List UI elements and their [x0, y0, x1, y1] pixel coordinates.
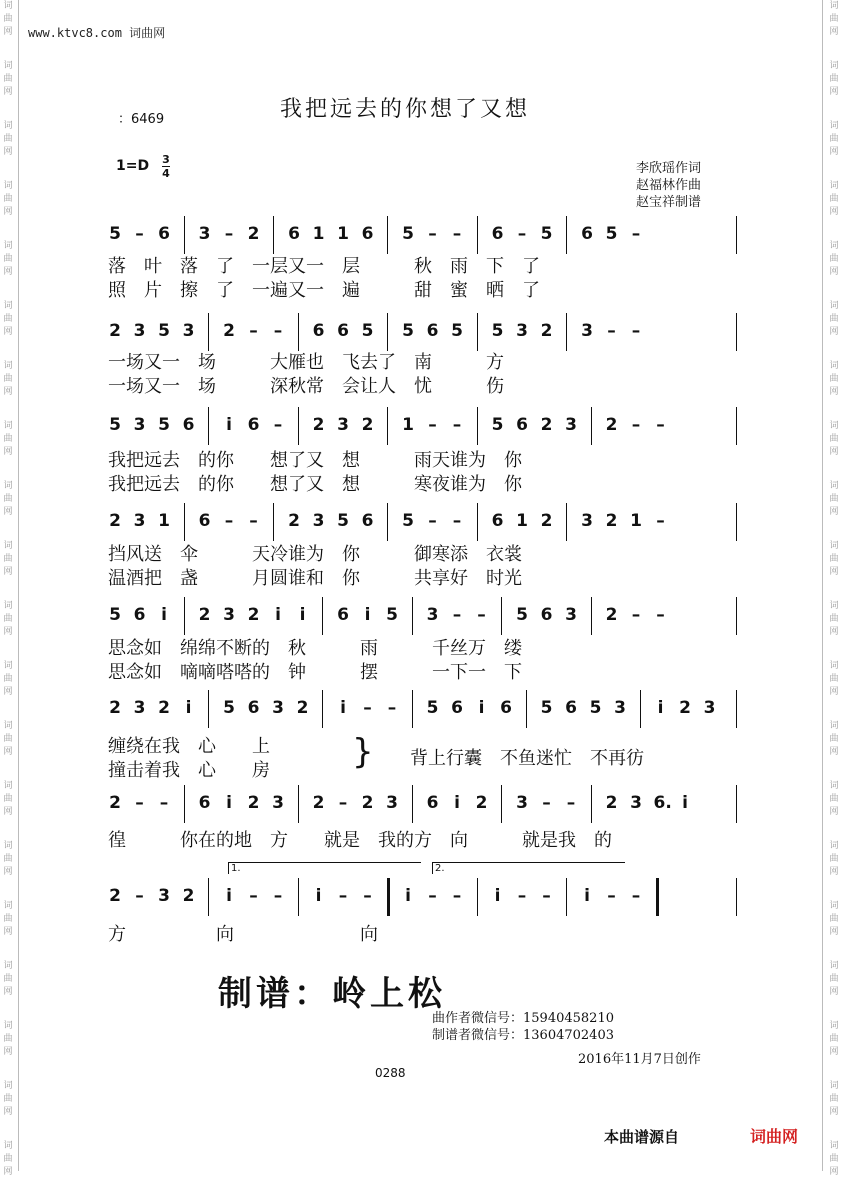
watermark-glyph-group: 词 曲 网	[829, 181, 839, 217]
note: –	[159, 793, 169, 813]
note: 3	[272, 793, 284, 813]
bar-line	[591, 407, 592, 445]
bar-line	[322, 597, 323, 635]
composer: 赵福林作曲	[636, 178, 702, 193]
watermark-glyph-group: 词 曲 网	[3, 121, 13, 157]
note-row	[100, 503, 745, 543]
bar-line	[477, 878, 478, 916]
note: –	[631, 224, 641, 244]
note-row	[100, 863, 745, 918]
note: 5	[337, 511, 349, 531]
note: 3	[223, 605, 235, 625]
bar-line	[298, 878, 299, 916]
note: –	[452, 511, 462, 531]
note: i	[478, 698, 485, 718]
watermark-glyph-group: 词 曲 网	[3, 421, 13, 457]
bar-line	[184, 597, 185, 635]
note: 3	[133, 321, 146, 341]
note: 3	[516, 793, 528, 813]
wechat-info	[432, 1010, 614, 1044]
bar-line	[736, 690, 737, 728]
note: –	[566, 793, 576, 813]
bar-line	[387, 407, 388, 445]
volta-bracket: 2.	[432, 862, 625, 874]
note: –	[428, 511, 437, 531]
note: 5	[540, 698, 553, 718]
note: –	[338, 793, 348, 813]
note: 3	[312, 511, 325, 531]
note: 2	[198, 605, 211, 625]
note: 6	[491, 511, 504, 531]
bar-line	[412, 597, 413, 635]
note: i	[185, 698, 192, 718]
note: 5	[516, 605, 528, 625]
transcriber: 赵宝祥制谱	[636, 195, 702, 210]
note: 6	[337, 321, 349, 341]
note: 2	[247, 605, 260, 625]
note: 5	[589, 698, 602, 718]
note: –	[273, 321, 283, 341]
note-row	[100, 785, 745, 825]
watermark-glyph-group: 词 曲 网	[3, 1081, 13, 1117]
note: –	[631, 886, 641, 906]
note: 6	[337, 605, 349, 625]
note: 2	[223, 321, 235, 341]
note: 6	[516, 415, 528, 435]
lyric-line: 我把远去 的你 想了又 想 雨天谁为 你	[108, 450, 522, 471]
bar-line	[566, 313, 567, 351]
note: 5	[223, 698, 235, 718]
note: 6	[182, 415, 195, 435]
watermark-glyph-group: 词 曲 网	[3, 181, 13, 217]
left-watermark-column	[0, 0, 16, 1177]
watermark-glyph-group: 词 曲 网	[3, 1021, 13, 1057]
note: 2	[361, 793, 374, 813]
bar-line	[298, 407, 299, 445]
time-signature	[162, 154, 170, 179]
lyric-line: 落 叶 落 了 一层又一 层 秋 雨 下 了	[108, 256, 540, 277]
note: i	[226, 415, 232, 435]
note: 6	[451, 698, 463, 718]
watermark-glyph-group: 词 曲 网	[3, 901, 13, 937]
left-border	[18, 0, 19, 1171]
watermark-glyph-group: 词 曲 网	[3, 661, 13, 697]
watermark-glyph-group: 词 曲 网	[829, 361, 839, 397]
note: 3	[182, 321, 195, 341]
bar-line	[736, 216, 737, 254]
bar-line	[640, 690, 641, 728]
note: –	[428, 886, 437, 906]
watermark-glyph-group: 词 曲 网	[3, 781, 13, 817]
note: i	[657, 698, 664, 718]
note: 3	[614, 698, 626, 718]
note: 5	[491, 321, 504, 341]
note: 1	[158, 511, 170, 531]
note: 3	[581, 511, 593, 531]
note: 2	[605, 415, 618, 435]
bar-line	[208, 878, 209, 916]
bar-line	[208, 313, 209, 351]
note: –	[542, 886, 551, 906]
right-watermark-column	[826, 0, 842, 1177]
note: i	[226, 886, 232, 906]
note: i	[315, 886, 322, 906]
note: 6	[540, 605, 553, 625]
note: –	[428, 224, 437, 244]
note: –	[135, 886, 144, 906]
note: 5	[491, 415, 504, 435]
note: i	[454, 793, 460, 813]
note: 3	[386, 793, 398, 813]
note: 2	[361, 415, 374, 435]
note: –	[452, 605, 462, 625]
note: 2	[296, 698, 309, 718]
note: 1	[312, 224, 325, 244]
note: –	[607, 321, 616, 341]
bar-line	[566, 503, 567, 541]
lyric-line: 挡风送 伞 天冷谁为 你 御寒添 衣裳	[108, 544, 522, 565]
bar-line	[387, 503, 388, 541]
watermark-glyph-group: 词 曲 网	[3, 1141, 13, 1177]
note: 2	[247, 224, 260, 244]
bar-line	[273, 216, 274, 254]
bar-line	[184, 785, 185, 823]
bar-line	[736, 407, 737, 445]
watermark-glyph-group: 词 曲 网	[829, 1, 839, 37]
watermark-glyph-group: 词 曲 网	[829, 841, 839, 877]
note: 5	[402, 224, 414, 244]
note: 5	[109, 224, 121, 244]
note: 6	[312, 321, 325, 341]
note: 3	[158, 886, 170, 906]
note: 3	[337, 415, 349, 435]
bar-line	[298, 785, 299, 823]
bar-line	[736, 503, 737, 541]
note: –	[656, 415, 665, 435]
note: 2	[182, 886, 195, 906]
page-number: 0288	[375, 1066, 406, 1080]
note: –	[363, 886, 372, 906]
transcriber-wechat: 制谱者微信号：13604702403	[432, 1028, 614, 1043]
right-border	[822, 0, 823, 1171]
note: –	[656, 511, 665, 531]
lyric-line: 缠绕在我 心 上	[108, 736, 270, 757]
shared-lyric-line: 背上行囊 不鱼迷忙 不再彷	[410, 748, 644, 769]
bar-line	[477, 216, 478, 254]
note: 3	[565, 605, 577, 625]
note: i	[494, 886, 501, 906]
note: –	[273, 886, 283, 906]
note: 1	[630, 511, 642, 531]
note: 1	[402, 415, 414, 435]
note: 6	[500, 698, 512, 718]
note: 2	[288, 511, 300, 531]
note-row	[100, 597, 745, 637]
bar-line	[501, 597, 502, 635]
bar-line	[736, 313, 737, 351]
note: 6	[247, 698, 260, 718]
note: 3	[272, 698, 284, 718]
lyric-line: 我把远去 的你 想了又 想 寒夜谁为 你	[108, 474, 522, 495]
note: –	[249, 886, 258, 906]
watermark-glyph-group: 词 曲 网	[3, 721, 13, 757]
transcriber-signature: 制谱：岭上松	[218, 974, 446, 1014]
bar-line	[477, 313, 478, 351]
note: i	[275, 605, 281, 625]
note: 2	[312, 415, 325, 435]
note: 6	[247, 415, 260, 435]
lyric-line: 一场又一 场 深秋常 会让人 忧 伤	[108, 376, 504, 397]
source-brand-link[interactable]: 词曲网	[750, 1127, 799, 1146]
note: 6.	[653, 793, 672, 813]
bar-line	[387, 216, 388, 254]
watermark-glyph-group: 词 曲 网	[829, 1081, 839, 1117]
lyric-line: 徨 你在的地 方 就是 我的方 向 就是我 的	[108, 830, 612, 851]
note: –	[452, 415, 462, 435]
note: –	[452, 224, 462, 244]
note: 3	[133, 415, 146, 435]
note: 2	[247, 793, 260, 813]
note: i	[405, 886, 411, 906]
note: –	[224, 511, 234, 531]
meter-top: 3	[162, 153, 170, 166]
note: 5	[386, 605, 398, 625]
watermark-glyph-group: 词 曲 网	[3, 841, 13, 877]
watermark-glyph-group: 词 曲 网	[829, 241, 839, 277]
note: 6	[491, 224, 504, 244]
note: 6	[581, 224, 593, 244]
note: 2	[109, 511, 121, 531]
note: 3	[133, 511, 146, 531]
lyric-brace: }	[352, 732, 374, 772]
watermark-glyph-group: 词 曲 网	[3, 601, 13, 637]
note: 2	[475, 793, 488, 813]
lyric-line: 撞击着我 心 房	[108, 760, 270, 781]
note: 2	[312, 793, 325, 813]
lyricist: 李欣瑶作词	[636, 161, 702, 176]
note: –	[387, 698, 397, 718]
bar-line	[273, 503, 274, 541]
meter-bottom: 4	[162, 167, 170, 180]
note: 2	[109, 793, 121, 813]
watermark-glyph-group: 词 曲 网	[829, 781, 839, 817]
song-code: ：6469	[118, 112, 165, 127]
bar-line	[566, 216, 567, 254]
watermark-glyph-group: 词 曲 网	[829, 481, 839, 517]
note: i	[161, 605, 167, 625]
watermark-glyph-group: 词 曲 网	[829, 961, 839, 997]
bar-line	[387, 878, 390, 916]
note: 6	[198, 793, 211, 813]
note: 1	[337, 224, 349, 244]
key-signature: 1=D	[116, 158, 150, 174]
note: 1	[516, 511, 528, 531]
credits	[636, 160, 701, 211]
note: 6	[158, 224, 170, 244]
lyric-line: 思念如 嘀嘀嗒嗒的 钟 摆 一下一 下	[108, 662, 522, 683]
note: –	[428, 415, 437, 435]
note: i	[340, 698, 346, 718]
note: 5	[109, 605, 121, 625]
note: i	[226, 793, 232, 813]
note: –	[363, 698, 372, 718]
lyric-line: 照 片 擦 了 一遍又一 遍 甜 蜜 晒 了	[108, 280, 540, 301]
note: –	[249, 511, 258, 531]
bar-line	[501, 785, 502, 823]
note: 3	[198, 224, 211, 244]
note: 5	[158, 415, 170, 435]
site-watermark[interactable]: www.ktvc8.com 词曲网	[28, 26, 166, 40]
note: –	[631, 415, 641, 435]
watermark-glyph-group: 词 曲 网	[3, 361, 13, 397]
bar-line	[184, 216, 185, 254]
note-row	[100, 313, 745, 353]
note: 2	[109, 886, 121, 906]
watermark-glyph-group: 词 曲 网	[829, 301, 839, 337]
bar-line	[477, 407, 478, 445]
note: 6	[565, 698, 577, 718]
bar-line	[298, 313, 299, 351]
bar-line	[412, 785, 413, 823]
bar-line	[566, 878, 567, 916]
volta-bracket: 1.	[228, 862, 421, 874]
note: 2	[158, 698, 170, 718]
note: 2	[109, 698, 121, 718]
note: 3	[581, 321, 593, 341]
note: i	[364, 605, 371, 625]
note: 6	[198, 511, 211, 531]
note: 3	[703, 698, 716, 718]
note: –	[273, 415, 283, 435]
note: –	[224, 224, 234, 244]
note: 6	[133, 605, 146, 625]
note: 2	[540, 511, 553, 531]
note: 5	[426, 698, 439, 718]
note: –	[249, 321, 258, 341]
bar-line	[387, 313, 388, 351]
watermark-glyph-group: 词 曲 网	[829, 541, 839, 577]
bar-line	[591, 597, 592, 635]
note: 6	[288, 224, 300, 244]
source-label: 本曲谱源自	[604, 1128, 680, 1146]
note: 6	[361, 511, 374, 531]
note: –	[607, 886, 616, 906]
lyric-line: 方 向 向	[108, 924, 378, 945]
watermark-glyph-group: 词 曲 网	[3, 61, 13, 97]
watermark-glyph-group: 词 曲 网	[3, 301, 13, 337]
note: 2	[605, 511, 618, 531]
watermark-glyph-group: 词 曲 网	[829, 421, 839, 457]
note: 2	[540, 321, 553, 341]
watermark-glyph-group: 词 曲 网	[829, 1021, 839, 1057]
bar-line	[412, 690, 413, 728]
note: –	[631, 605, 641, 625]
note: 5	[361, 321, 374, 341]
note: 5	[402, 511, 414, 531]
note: –	[135, 793, 144, 813]
watermark-glyph-group: 词 曲 网	[829, 601, 839, 637]
lyric-line: 思念如 绵绵不断的 秋 雨 千丝万 缕	[108, 638, 522, 659]
composer-wechat: 曲作者微信号：15940458210	[432, 1011, 614, 1026]
lyric-line: 温酒把 盏 月圆谁和 你 共享好 时光	[108, 568, 522, 589]
note: –	[631, 321, 641, 341]
note-row	[100, 407, 745, 447]
note: i	[299, 605, 306, 625]
note: 3	[565, 415, 577, 435]
note: 6	[426, 793, 439, 813]
bar-line	[656, 878, 659, 916]
note: 3	[516, 321, 528, 341]
bar-line	[184, 503, 185, 541]
note: –	[517, 224, 527, 244]
note-row	[100, 216, 745, 256]
bar-line	[208, 690, 209, 728]
note: 5	[451, 321, 463, 341]
note: 5	[109, 415, 121, 435]
bar-line	[736, 878, 737, 916]
note: 5	[540, 224, 553, 244]
watermark-glyph-group: 词 曲 网	[829, 121, 839, 157]
note: 5	[158, 321, 170, 341]
watermark-glyph-group: 词 曲 网	[829, 901, 839, 937]
bar-line	[526, 690, 527, 728]
note: 6	[426, 321, 439, 341]
watermark-glyph-group: 词 曲 网	[3, 541, 13, 577]
watermark-glyph-group: 词 曲 网	[3, 961, 13, 997]
watermark-glyph-group: 词 曲 网	[829, 721, 839, 757]
note: –	[656, 605, 665, 625]
watermark-glyph-group: 词 曲 网	[3, 481, 13, 517]
song-title: 我把远去的你想了又想	[280, 97, 531, 122]
note: 5	[402, 321, 414, 341]
note: –	[135, 224, 144, 244]
note: 3	[630, 793, 642, 813]
note: –	[542, 793, 551, 813]
note: 2	[540, 415, 553, 435]
lyric-line: 一场又一 场 大雁也 飞去了 南 方	[108, 352, 504, 373]
note: i	[584, 886, 590, 906]
note: 2	[679, 698, 691, 718]
bar-line	[736, 785, 737, 823]
note: –	[477, 605, 486, 625]
note: 5	[605, 224, 618, 244]
note: –	[452, 886, 462, 906]
note: i	[682, 793, 688, 813]
watermark-glyph-group: 词 曲 网	[3, 241, 13, 277]
watermark-glyph-group: 词 曲 网	[829, 61, 839, 97]
bar-line	[208, 407, 209, 445]
note: 6	[361, 224, 374, 244]
note: –	[517, 886, 527, 906]
bar-line	[591, 785, 592, 823]
note-row	[100, 690, 745, 730]
note: 2	[109, 321, 121, 341]
bar-line	[322, 690, 323, 728]
note: 2	[605, 605, 618, 625]
note: –	[338, 886, 348, 906]
watermark-glyph-group: 词 曲 网	[3, 1, 13, 37]
watermark-glyph-group: 词 曲 网	[829, 1141, 839, 1177]
note: 2	[605, 793, 618, 813]
bar-line	[736, 597, 737, 635]
watermark-glyph-group: 词 曲 网	[829, 661, 839, 697]
note: 3	[133, 698, 146, 718]
bar-line	[477, 503, 478, 541]
creation-date: 2016年11月7日创作	[578, 1052, 701, 1067]
note: 3	[426, 605, 439, 625]
